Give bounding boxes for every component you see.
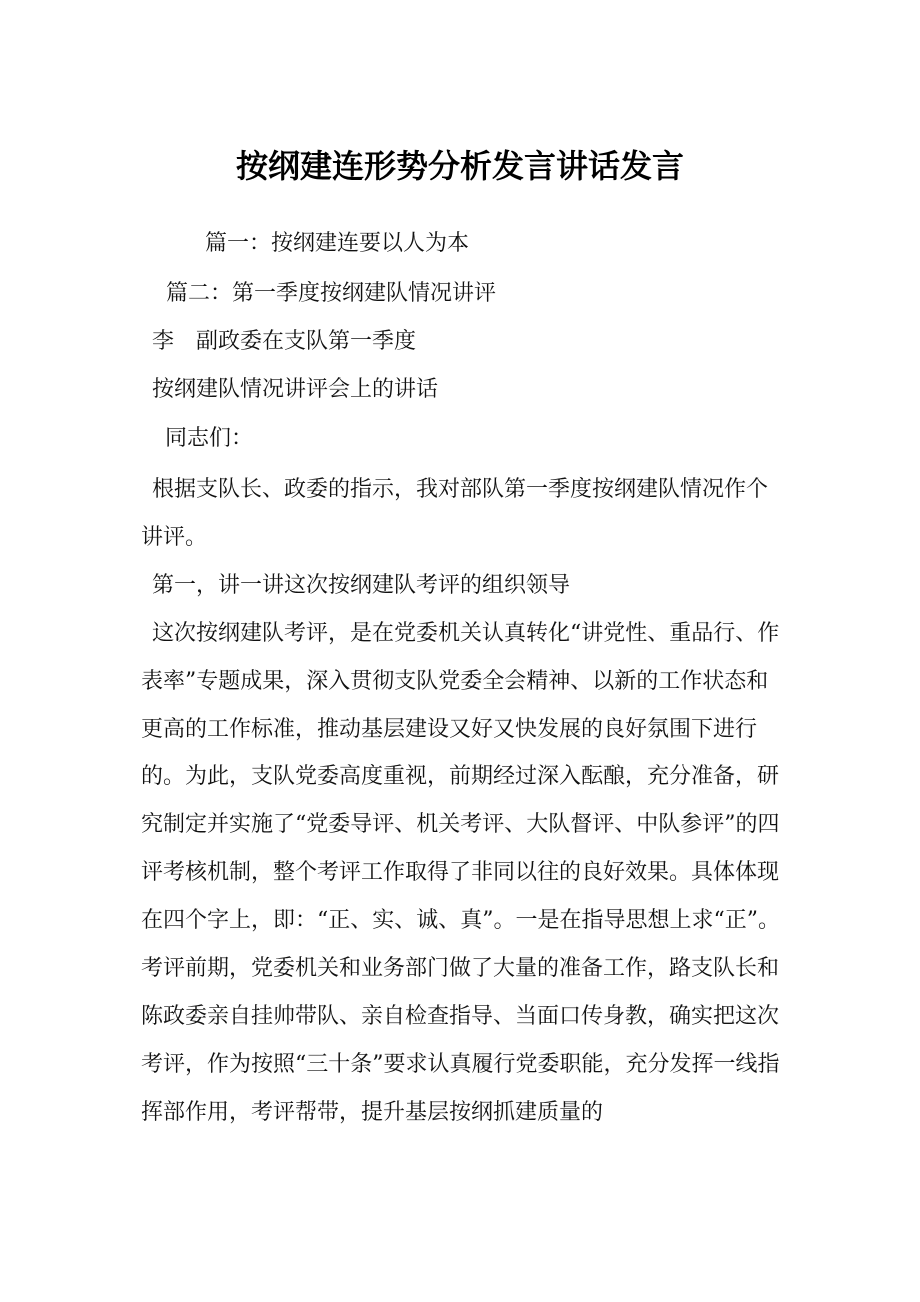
body-text (141, 466, 781, 1137)
paragraph-intro: 根据支队长、政委的指示，我对部队第一季度按纲建队情况作个讲评。 (141, 477, 769, 550)
heading-part-two: 篇二：第一季度按纲建队情况讲评 (166, 281, 497, 306)
section-heading-first: 第一，讲一讲这次按纲建队考评的组织领导 (152, 572, 571, 598)
heading-part-one: 篇一：按纲建连要以人为本 (205, 231, 470, 256)
document-title: 按纲建连形势分析发言讲话发言 (235, 147, 684, 185)
paragraph-evaluation: 这次按纲建队考评，是在党委机关认真转化“讲党性、重品行、作表率”专题成果，深入贯彻支队党委全会精神、以新的工作状态和更高的工作标准，推动基层建设又好又快发展的良好氛围下进行的。为此，支队党委高度重视，前期经过深入酝酿，充分准备，研究制定并实施了“党委导评、机关考评、大队督评、中队参评”的四评考核机制，整个考评工作取得了非同以往的良好效果。具体体现在四个字上，即：“正、实、诚、真”。一是在指导思想上求“正”。考评前期，党委机关和业务部门做了大量的准备工作，路支队长和陈政委亲自挂帅带队、亲自检查指导、当面口传身教，确实把这次考评，作为按照“三十条”要求认真履行党委职能，充分发挥一线指挥部作用，考评帮带，提升基层按纲抓建质量的 (141, 620, 780, 1125)
speech-title-line: 按纲建队情况讲评会上的讲话 (152, 377, 439, 402)
speaker-line: 李 副政委在支队第一季度 (152, 329, 417, 354)
salutation: 同志们： (165, 426, 254, 451)
